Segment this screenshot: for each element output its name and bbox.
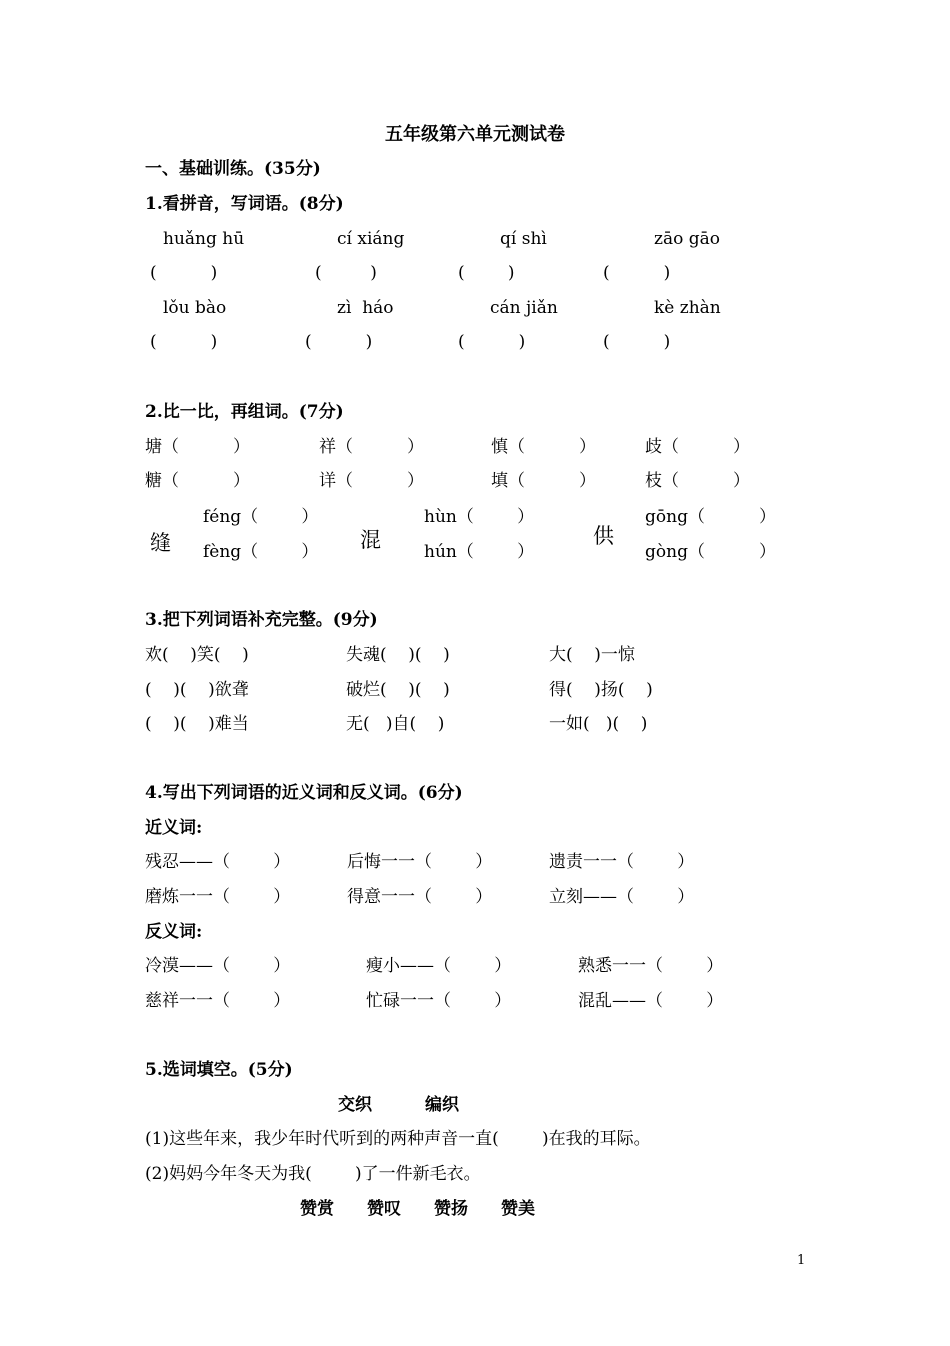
idiom-item[interactable]: 大( )一惊: [549, 645, 635, 665]
q3-heading: 3.把下列词语补充完整。(9分): [145, 610, 378, 630]
answer-blank[interactable]: ( ): [150, 332, 218, 352]
idiom-item[interactable]: 欢( )笑( ): [145, 645, 249, 665]
compare-item[interactable]: 慎（ ）: [491, 437, 597, 457]
pinyin: qí shì: [500, 229, 547, 249]
idiom-item[interactable]: 破烂( )( ): [346, 680, 450, 700]
word-choice: 赞叹: [367, 1199, 401, 1219]
word-choice: 编织: [425, 1095, 459, 1115]
synonym-label: 近义词:: [145, 818, 203, 838]
pinyin: lǒu bào: [163, 298, 227, 318]
polyphone-reading[interactable]: féng（ ）: [203, 507, 319, 527]
word-choice: 赞美: [501, 1199, 535, 1219]
synonym-item[interactable]: 立刻——（ ）: [549, 887, 695, 907]
pinyin: cí xiáng: [337, 229, 405, 249]
word-choice: 赞赏: [300, 1199, 334, 1219]
antonym-item[interactable]: 熟悉一一（ ）: [578, 956, 724, 976]
synonym-item[interactable]: 残忍——（ ）: [145, 852, 291, 872]
answer-blank[interactable]: ( ): [315, 263, 377, 283]
answer-blank[interactable]: ( ): [150, 263, 218, 283]
compare-item[interactable]: 详（ ）: [319, 471, 425, 491]
polyphone-char: 供: [593, 524, 614, 548]
idiom-item[interactable]: ( )( )难当: [145, 714, 249, 734]
polyphone-reading[interactable]: fèng（ ）: [203, 542, 319, 562]
polyphone-reading[interactable]: hún（ ）: [424, 542, 535, 562]
answer-blank[interactable]: ( ): [603, 263, 671, 283]
antonym-item[interactable]: 慈祥一一（ ）: [145, 991, 291, 1011]
fill-sentence[interactable]: (1)这些年来，我少年时代听到的两种声音一直( )在我的耳际。: [145, 1129, 651, 1149]
answer-blank[interactable]: ( ): [603, 332, 671, 352]
polyphone-char: 缝: [150, 531, 171, 555]
q5-heading: 5.选词填空。(5分): [145, 1060, 293, 1080]
idiom-item[interactable]: 失魂( )( ): [346, 645, 450, 665]
pinyin: kè zhàn: [654, 298, 721, 318]
pinyin: huǎng hū: [163, 229, 245, 249]
fill-sentence[interactable]: (2)妈妈今年冬天为我( )了一件新毛衣。: [145, 1164, 481, 1184]
antonym-item[interactable]: 混乱——（ ）: [578, 991, 724, 1011]
synonym-item[interactable]: 磨炼一一（ ）: [145, 887, 291, 907]
compare-item[interactable]: 糖（ ）: [145, 471, 251, 491]
idiom-item[interactable]: 得( )扬( ): [549, 680, 653, 700]
polyphone-reading[interactable]: gòng（ ）: [645, 542, 776, 562]
answer-blank[interactable]: ( ): [458, 332, 526, 352]
word-choice: 交织: [338, 1095, 372, 1115]
compare-item[interactable]: 祥（ ）: [319, 437, 425, 457]
compare-item[interactable]: 填（ ）: [491, 471, 597, 491]
synonym-item[interactable]: 遗责一一（ ）: [549, 852, 695, 872]
pinyin: zì háo: [337, 298, 394, 318]
section1-heading: 一、基础训练。(35分): [145, 159, 321, 179]
q2-heading: 2.比一比，再组词。(7分): [145, 402, 344, 422]
answer-blank[interactable]: ( ): [458, 263, 515, 283]
page-title: 五年级第六单元测试卷: [385, 124, 565, 145]
polyphone-reading[interactable]: gōng（ ）: [645, 507, 776, 527]
pinyin: cán jiǎn: [490, 298, 558, 318]
word-choice: 赞扬: [434, 1199, 468, 1219]
pinyin: zāo gāo: [654, 229, 720, 249]
antonym-label: 反义词:: [145, 922, 203, 942]
antonym-item[interactable]: 冷漠——（ ）: [145, 956, 291, 976]
compare-item[interactable]: 歧（ ）: [645, 437, 751, 457]
idiom-item[interactable]: ( )( )欲聋: [145, 680, 249, 700]
synonym-item[interactable]: 后悔一一（ ）: [347, 852, 493, 872]
antonym-item[interactable]: 忙碌一一（ ）: [366, 991, 512, 1011]
compare-item[interactable]: 塘（ ）: [145, 437, 251, 457]
idiom-item[interactable]: 一如( )( ): [549, 714, 648, 734]
q4-heading: 4.写出下列词语的近义词和反义词。(6分): [145, 783, 463, 803]
idiom-item[interactable]: 无( )自( ): [346, 714, 445, 734]
synonym-item[interactable]: 得意一一（ ）: [347, 887, 493, 907]
compare-item[interactable]: 枝（ ）: [645, 471, 751, 491]
page-number: 1: [797, 1253, 806, 1268]
polyphone-char: 混: [360, 528, 381, 552]
q1-heading: 1.看拼音，写词语。(8分): [145, 194, 344, 214]
answer-blank[interactable]: ( ): [305, 332, 373, 352]
antonym-item[interactable]: 瘦小——（ ）: [366, 956, 512, 976]
polyphone-reading[interactable]: hùn（ ）: [424, 507, 535, 527]
